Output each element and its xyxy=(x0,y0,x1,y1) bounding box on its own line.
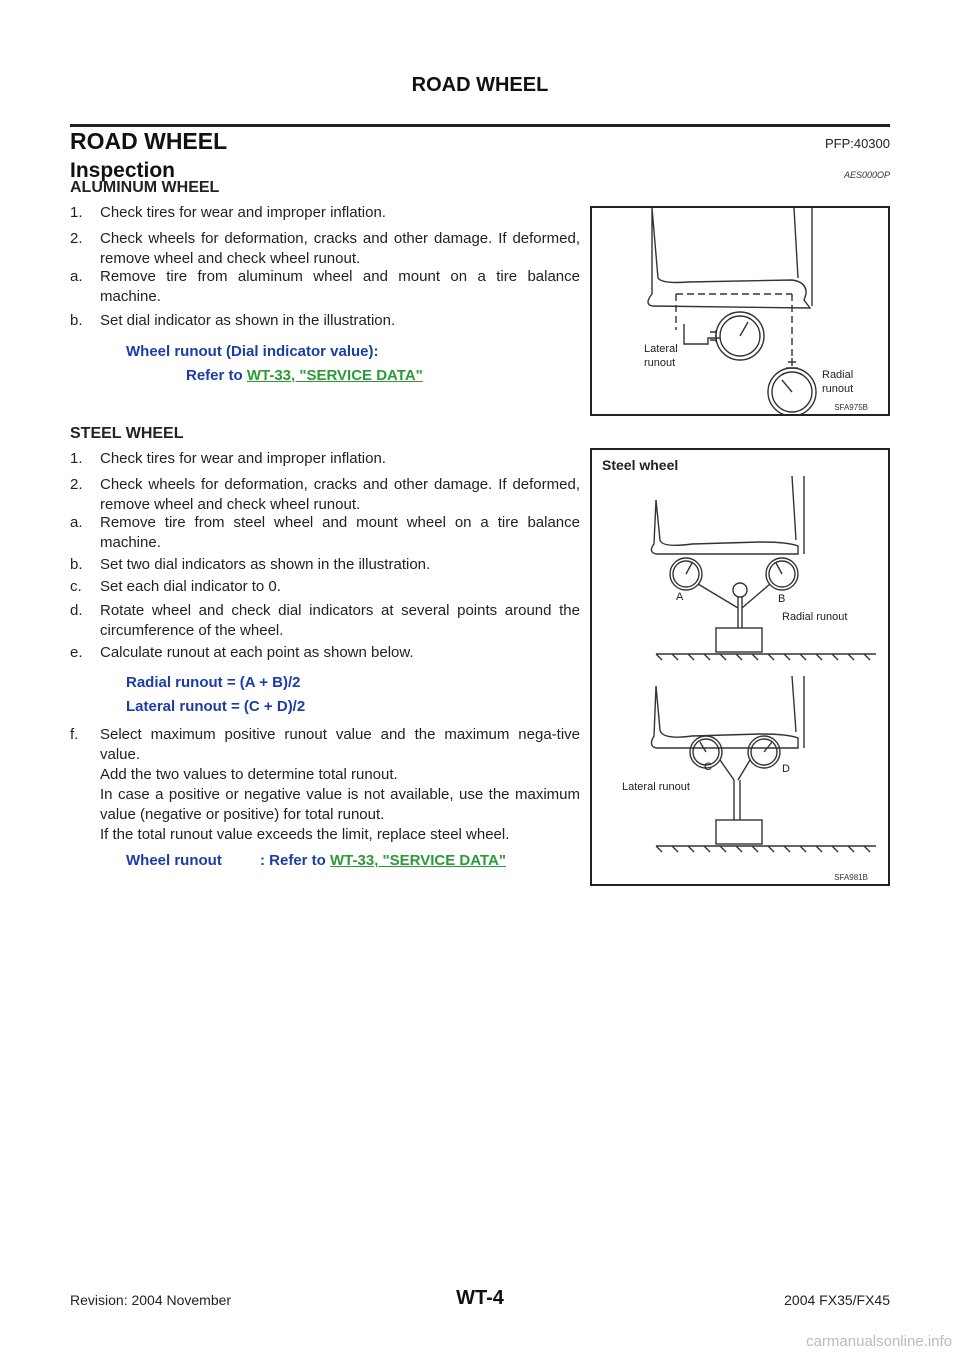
step-text: Set two dial indicators as shown in the illustration. xyxy=(100,556,431,573)
running-title: ROAD WHEEL xyxy=(411,74,549,96)
radial-runout-label: Radial runout xyxy=(822,369,854,395)
inspection-code: AES000OP xyxy=(843,170,890,180)
figure-code: SFA981B xyxy=(834,873,868,882)
step-marker: f. xyxy=(70,726,79,743)
pfp-code: PFP:40300 xyxy=(824,136,890,151)
steel-step-f xyxy=(70,725,580,845)
steel-step xyxy=(70,577,580,597)
section-title: ROAD WHEEL xyxy=(70,128,228,154)
refer-text: Refer to xyxy=(186,367,247,384)
indicator-c-label: C xyxy=(704,761,712,773)
steel-step xyxy=(70,475,580,515)
step-marker: 2. xyxy=(70,230,83,247)
step-marker: b. xyxy=(70,556,83,573)
model-name: 2004 FX35/FX45 xyxy=(784,1292,890,1308)
steel-spec-refer xyxy=(260,852,506,869)
aluminum-wheel-figure xyxy=(590,206,890,416)
formula-lateral: Lateral runout = (C + D)/2 xyxy=(126,698,306,715)
step-text: Remove tire from aluminum wheel and mount on a tire balance machine. xyxy=(100,268,580,305)
step-marker: c. xyxy=(70,578,82,595)
step-text: Check wheels for deformation, cracks and other damage. If deformed, remove wheel and check wheel runout. xyxy=(100,476,580,513)
service-data-link[interactable]: WT-33, "SERVICE DATA" xyxy=(330,852,506,869)
figure-code: SFA975B xyxy=(834,403,868,412)
inspection-title: Inspection xyxy=(70,159,176,182)
step-text: Rotate wheel and check dial indicators at several points around the circumference of the wheel. xyxy=(100,602,580,639)
aluminum-step xyxy=(70,311,580,331)
steel-step xyxy=(70,601,580,641)
radial-runout-label: Radial runout xyxy=(782,611,848,623)
steel-spec-label: Wheel runout xyxy=(126,852,222,869)
step-text: Select maximum positive runout value and the maximum nega-tive value. Add the two values to determine total runout. In case a positive or negative value is not available, use the maximum value (negative or positive) for total runout. If the total runout value exceeds the limit, replace steel wheel. xyxy=(100,726,580,843)
step-marker: a. xyxy=(70,514,83,531)
lateral-runout-label: Lateral runout xyxy=(622,781,690,793)
step-text: Set each dial indicator to 0. xyxy=(100,578,281,595)
step-text: Check wheels for deformation, cracks and other damage. If deformed, remove wheel and check wheel runout. xyxy=(100,230,580,267)
revision-date: Revision: 2004 November xyxy=(70,1292,232,1308)
section-rule xyxy=(70,124,890,127)
steel-heading: STEEL WHEEL xyxy=(70,425,184,442)
step-text: Set dial indicator as shown in the illustration. xyxy=(100,312,396,329)
steel-step xyxy=(70,449,580,469)
step-marker: e. xyxy=(70,644,83,661)
formula-radial: Radial runout = (A + B)/2 xyxy=(126,674,301,691)
watermark: carmanualsonline.info xyxy=(806,1333,952,1350)
indicator-a-label: A xyxy=(676,591,684,603)
step-text: Calculate runout at each point as shown below. xyxy=(100,644,414,661)
aluminum-step xyxy=(70,267,580,307)
steel-step xyxy=(70,513,580,553)
step-text: Remove tire from steel wheel and mount wheel on a tire balance machine. xyxy=(100,514,580,551)
step-marker: 1. xyxy=(70,450,83,467)
steel-wheel-figure xyxy=(590,448,890,886)
steel-wheel-illustration xyxy=(592,450,888,884)
aluminum-heading: ALUMINUM WHEEL xyxy=(70,179,220,196)
service-data-link[interactable]: WT-33, "SERVICE DATA" xyxy=(246,367,423,384)
step-marker: b. xyxy=(70,312,83,329)
step-marker: a. xyxy=(70,268,83,285)
aluminum-step xyxy=(70,203,580,223)
step-marker: 1. xyxy=(70,204,83,221)
page-number: WT-4 xyxy=(456,1287,504,1309)
steel-step xyxy=(70,643,580,663)
steel-step xyxy=(70,555,580,575)
aluminum-spec-label: Wheel runout (Dial indicator value): xyxy=(126,343,379,360)
steel-figure-title: Steel wheel xyxy=(602,457,679,473)
indicator-d-label: D xyxy=(782,763,790,775)
indicator-b-label: B xyxy=(778,593,786,605)
refer-text: : Refer to xyxy=(260,852,331,869)
aluminum-step xyxy=(70,229,580,269)
step-marker: 2. xyxy=(70,476,83,493)
step-text: Check tires for wear and improper inflation. xyxy=(100,450,386,467)
aluminum-spec-refer xyxy=(186,367,423,384)
step-text: Check tires for wear and improper inflation. xyxy=(100,204,386,221)
step-marker: d. xyxy=(70,602,83,619)
lateral-runout-label: Lateral runout xyxy=(644,343,678,369)
